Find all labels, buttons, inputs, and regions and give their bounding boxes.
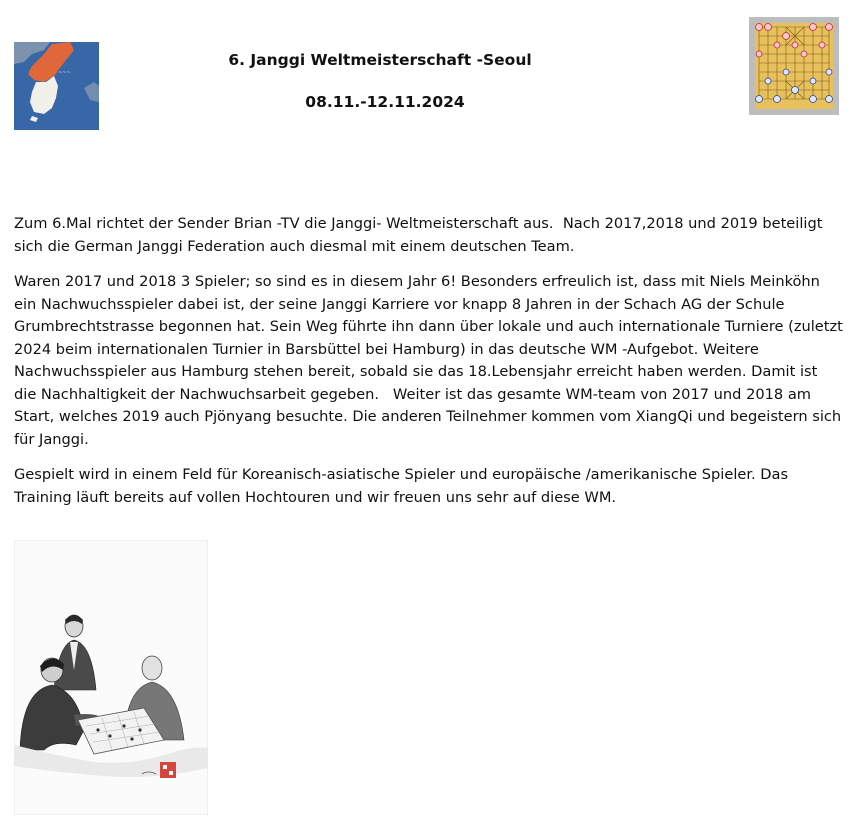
- paragraph-training: Gespielt wird in einem Feld für Koreanisch-asiatische Spieler und europäische /amerikanische Spieler. Das Training läuft bereits auf vollen Hochtouren und wir freuen uns sehr auf diese WM.: [14, 466, 793, 506]
- korea-map-image: [14, 42, 99, 130]
- article-body: [14, 213, 848, 522]
- paragraph-team: Waren 2017 und 2018 3 Spieler; so sind es in diesem Jahr 6! Besonders erfreulich ist, dass mit Niels Meinköhn ein Nachwuchsspieler dabei ist, der seine Janggi Karriere vor knapp 8 Jahren in der Schach AG der Schule Grumbrechtstrasse begonnen hat. Sein Weg führte ihn dann über lokale und auch internationale Turniere (zuletzt 2024 beim internationalen Turnier in Barsbüttel bei Hamburg) in das deutsche WM -Aufgebot. Weitere Nachwuchsspieler aus Hamburg stehen bereit, sobald sie das 18.Lebensjahr erreicht haben werden. Damit ist die Nachhaltigkeit der Nachwuchsarbeit gegeben. Weiter ist das gesamte WM-team von 2017 und 2018 am Start, welches 2019 auch Pjönyang besuchte. Die anderen Teilnehmer kommen vom XiangQi und begeistern sich für Janggi.: [14, 273, 848, 448]
- janggi-board-image: [749, 17, 839, 115]
- svg-text:~~~: ~~~: [58, 70, 71, 76]
- paragraph-intro: Zum 6.Mal richtet der Sender Brian -TV die Janggi- Weltmeisterschaft aus. Nach 2017,2018 und 2019 beteiligt sich die German Janggi Federation auch diesmal mit einem deutschen Team.: [14, 215, 828, 255]
- event-dates: 08.11.-12.11.2024: [305, 93, 465, 111]
- page-title: 6. Janggi Weltmeisterschaft -Seoul: [228, 51, 532, 69]
- players-ink-drawing: [14, 540, 208, 815]
